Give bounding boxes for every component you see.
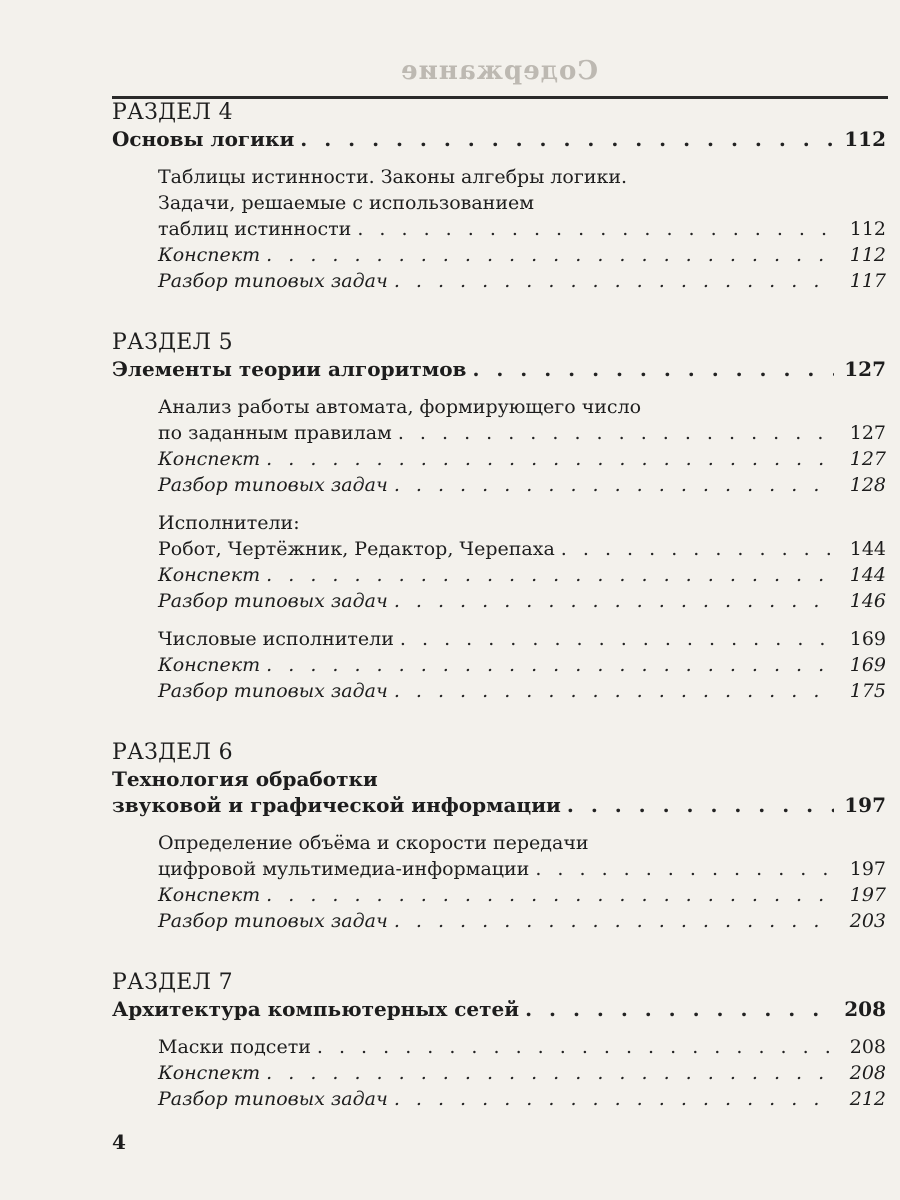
toc-section xyxy=(0,100,900,294)
subentry-label: Конспект xyxy=(158,654,261,676)
entry-row xyxy=(0,420,900,446)
topic-label: Архитектура компьютерных сетей xyxy=(112,997,520,1021)
entry-row xyxy=(0,856,900,882)
entry-page-number: 127 xyxy=(849,422,886,444)
page-header xyxy=(0,52,900,92)
topic-row xyxy=(0,356,900,382)
subentry-row xyxy=(0,588,900,614)
dot-leader xyxy=(394,588,836,614)
dot-leader xyxy=(561,536,836,562)
subentry-page-number: 128 xyxy=(849,474,886,496)
topic-row xyxy=(0,126,900,152)
subentry-page-number: 127 xyxy=(849,448,886,470)
spacer xyxy=(0,382,900,394)
subentry-label: Конспект xyxy=(158,244,261,266)
subentry-page-number: 112 xyxy=(849,244,886,266)
spacer xyxy=(0,498,900,510)
subentry-label: Конспект xyxy=(158,1062,261,1084)
toc-section xyxy=(0,308,900,704)
entry-row xyxy=(0,1034,900,1060)
subentry-row xyxy=(0,652,900,678)
subentry-page-number: 144 xyxy=(849,564,886,586)
subentry-row xyxy=(0,882,900,908)
dot-leader xyxy=(266,652,836,678)
subentry-page-number: 117 xyxy=(849,270,886,292)
subentry-row xyxy=(0,446,900,472)
dot-leader xyxy=(300,126,834,152)
topic-page-number: 197 xyxy=(844,793,886,817)
header-rule xyxy=(112,96,888,99)
toc-section xyxy=(0,948,900,1112)
entry-line: Таблицы истинности. Законы алгебры логики. xyxy=(158,166,628,188)
entry-label: по заданным правилам xyxy=(158,422,392,444)
subentry-label: Разбор типовых задач xyxy=(158,270,388,292)
dot-leader xyxy=(394,472,836,498)
header-title: Содержание xyxy=(400,56,599,86)
entry-line: Исполнители: xyxy=(158,512,300,534)
subentry-label: Разбор типовых задач xyxy=(158,910,388,932)
subentry-label: Конспект xyxy=(158,564,261,586)
page-number: 4 xyxy=(112,1130,126,1154)
subentry-page-number: 208 xyxy=(849,1062,886,1084)
entry-label: цифровой мультимедиа-информации xyxy=(158,858,530,880)
spacer xyxy=(0,1022,900,1034)
dot-leader xyxy=(394,678,836,704)
dot-leader xyxy=(266,446,836,472)
entry-row xyxy=(0,216,900,242)
subentry-row xyxy=(0,242,900,268)
dot-leader xyxy=(394,1086,836,1112)
spacer xyxy=(0,948,900,970)
dot-leader xyxy=(357,216,836,242)
spacer xyxy=(0,718,900,740)
topic-page-number: 112 xyxy=(844,127,886,151)
subentry-page-number: 203 xyxy=(849,910,886,932)
subentry-row xyxy=(0,472,900,498)
dot-leader xyxy=(525,996,834,1022)
section-heading: РАЗДЕЛ 4 xyxy=(112,100,233,125)
dot-leader xyxy=(266,562,836,588)
topic-page-number: 127 xyxy=(844,357,886,381)
entry-label: Числовые исполнители xyxy=(158,628,394,650)
entry-row xyxy=(0,626,900,652)
entry-label: Робот, Чертёжник, Редактор, Черепаха xyxy=(158,538,555,560)
dot-leader xyxy=(266,882,836,908)
topic-label: звуковой и графической информации xyxy=(112,793,561,817)
section-heading: РАЗДЕЛ 6 xyxy=(112,740,233,765)
entry-line: Задачи, решаемые с использованием xyxy=(158,192,535,214)
subentry-page-number: 169 xyxy=(849,654,886,676)
entry-page-number: 197 xyxy=(849,858,886,880)
subentry-row xyxy=(0,562,900,588)
dot-leader xyxy=(472,356,834,382)
topic-line: Технология обработки xyxy=(112,767,378,791)
subentry-page-number: 212 xyxy=(849,1088,886,1110)
subentry-row xyxy=(0,908,900,934)
dot-leader xyxy=(394,908,836,934)
entry-page-number: 169 xyxy=(849,628,886,650)
dot-leader xyxy=(317,1034,836,1060)
subentry-page-number: 146 xyxy=(849,590,886,612)
dot-leader xyxy=(398,420,836,446)
dot-leader xyxy=(266,1060,836,1086)
section-heading: РАЗДЕЛ 5 xyxy=(112,330,233,355)
topic-row xyxy=(0,792,900,818)
topic-page-number: 208 xyxy=(844,997,886,1021)
table-of-contents xyxy=(0,100,900,1126)
entry-label: Маски подсети xyxy=(158,1036,311,1058)
spacer xyxy=(0,614,900,626)
spacer xyxy=(0,308,900,330)
subentry-row xyxy=(0,678,900,704)
entry-line: Определение объёма и скорости передачи xyxy=(158,832,589,854)
entry-page-number: 144 xyxy=(849,538,886,560)
entry-page-number: 208 xyxy=(849,1036,886,1058)
toc-section xyxy=(0,718,900,934)
spacer xyxy=(0,152,900,164)
subentry-row xyxy=(0,1086,900,1112)
subentry-label: Разбор типовых задач xyxy=(158,474,388,496)
subentry-page-number: 197 xyxy=(849,884,886,906)
subentry-label: Конспект xyxy=(158,884,261,906)
spacer xyxy=(0,818,900,830)
entry-line: Анализ работы автомата, формирующего число xyxy=(158,396,642,418)
dot-leader xyxy=(266,242,836,268)
dot-leader xyxy=(400,626,836,652)
subentry-row xyxy=(0,1060,900,1086)
entry-label: таблиц истинности xyxy=(158,218,352,240)
subentry-label: Разбор типовых задач xyxy=(158,590,388,612)
entry-row xyxy=(0,536,900,562)
section-heading: РАЗДЕЛ 7 xyxy=(112,970,233,995)
subentry-page-number: 175 xyxy=(849,680,886,702)
subentry-label: Разбор типовых задач xyxy=(158,1088,388,1110)
topic-label: Элементы теории алгоритмов xyxy=(112,357,467,381)
topic-row xyxy=(0,996,900,1022)
subentry-label: Разбор типовых задач xyxy=(158,680,388,702)
dot-leader xyxy=(535,856,836,882)
dot-leader xyxy=(394,268,836,294)
topic-label: Основы логики xyxy=(112,127,295,151)
entry-page-number: 112 xyxy=(849,218,886,240)
dot-leader xyxy=(567,792,834,818)
subentry-label: Конспект xyxy=(158,448,261,470)
subentry-row xyxy=(0,268,900,294)
